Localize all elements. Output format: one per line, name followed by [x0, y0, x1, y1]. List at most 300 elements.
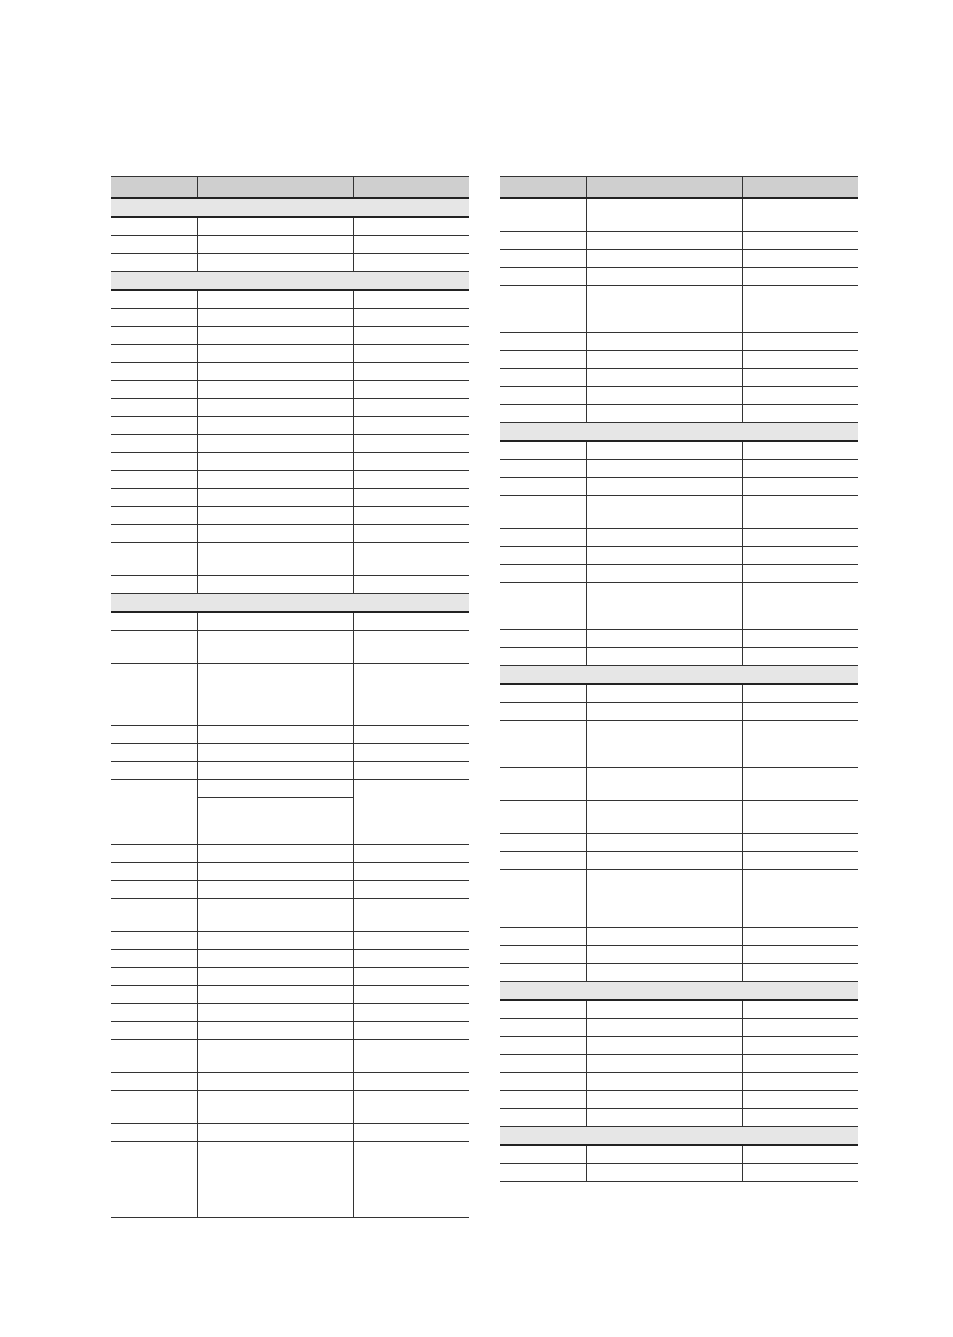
table-cell — [586, 1037, 742, 1055]
table-cell — [586, 1000, 742, 1019]
table-row — [111, 453, 469, 471]
table-cell — [353, 726, 469, 744]
table-cell — [353, 780, 469, 845]
table-cell — [111, 489, 197, 507]
table-cell — [197, 435, 353, 453]
table-row — [111, 489, 469, 507]
section-label — [111, 594, 469, 613]
table-cell — [111, 631, 197, 664]
table-row — [111, 986, 469, 1004]
header-cell — [742, 177, 858, 199]
table-cell — [586, 565, 742, 583]
table-row — [500, 1073, 858, 1091]
table-row — [111, 881, 469, 899]
table-cell — [586, 703, 742, 721]
table-cell — [586, 928, 742, 946]
table-cell — [586, 1164, 742, 1182]
table-cell — [197, 381, 353, 399]
section-label — [500, 982, 858, 1001]
table-cell — [742, 250, 858, 268]
section-label — [500, 1127, 858, 1146]
table-cell — [197, 417, 353, 435]
table-cell — [500, 369, 586, 387]
table-cell — [742, 565, 858, 583]
table-cell — [742, 1000, 858, 1019]
table-cell — [353, 968, 469, 986]
table-row — [500, 250, 858, 268]
table-row — [111, 217, 469, 236]
table-cell — [586, 333, 742, 351]
table-row — [500, 1055, 858, 1073]
table-cell — [197, 399, 353, 417]
table-cell — [500, 648, 586, 666]
table-cell — [586, 852, 742, 870]
table-cell — [586, 496, 742, 529]
table-cell — [111, 863, 197, 881]
table-row — [500, 1000, 858, 1019]
table-cell — [197, 1040, 353, 1073]
table-cell — [197, 1091, 353, 1124]
table-row — [111, 744, 469, 762]
table-cell — [500, 1109, 586, 1127]
table-row — [500, 1109, 858, 1127]
table-cell — [111, 612, 197, 631]
table-row — [500, 1019, 858, 1037]
section-header-row — [500, 1127, 858, 1146]
table-row — [500, 703, 858, 721]
table-cell — [742, 351, 858, 369]
table-cell — [353, 290, 469, 309]
table-cell — [353, 845, 469, 863]
table-row — [111, 417, 469, 435]
table-cell — [742, 928, 858, 946]
table-cell — [353, 217, 469, 236]
table-cell — [111, 525, 197, 543]
table-row — [500, 1145, 858, 1164]
table-cell — [353, 453, 469, 471]
table-row — [111, 1124, 469, 1142]
table-row — [111, 435, 469, 453]
table-cell — [111, 236, 197, 254]
table-cell — [353, 664, 469, 726]
table-cell — [500, 684, 586, 703]
table-cell — [586, 721, 742, 768]
table-cell — [197, 798, 353, 845]
table-cell — [197, 217, 353, 236]
table-cell — [586, 583, 742, 630]
table-cell — [500, 946, 586, 964]
table-cell — [197, 780, 353, 798]
table-cell — [353, 399, 469, 417]
table-row — [500, 1037, 858, 1055]
table-cell — [500, 1055, 586, 1073]
table-cell — [353, 381, 469, 399]
table-cell — [742, 946, 858, 964]
table-row — [111, 507, 469, 525]
table-row — [111, 780, 469, 798]
table-cell — [586, 387, 742, 405]
table-cell — [742, 387, 858, 405]
table-cell — [111, 845, 197, 863]
table-row — [500, 1164, 858, 1182]
table-row — [111, 726, 469, 744]
table-cell — [586, 684, 742, 703]
table-cell — [353, 1124, 469, 1142]
table-cell — [500, 333, 586, 351]
table-row — [500, 268, 858, 286]
table-cell — [500, 870, 586, 928]
header-cell — [586, 177, 742, 199]
table-cell — [197, 881, 353, 899]
table-row — [111, 290, 469, 309]
table-cell — [353, 471, 469, 489]
table-cell — [197, 236, 353, 254]
table-row — [500, 547, 858, 565]
table-cell — [500, 630, 586, 648]
table-row — [111, 845, 469, 863]
table-cell — [353, 417, 469, 435]
table-cell — [500, 232, 586, 250]
header-cell — [197, 177, 353, 199]
table-cell — [197, 453, 353, 471]
table-cell — [500, 405, 586, 423]
table-cell — [742, 583, 858, 630]
table-cell — [500, 583, 586, 630]
table-cell — [111, 726, 197, 744]
table-cell — [500, 198, 586, 232]
table-row — [500, 460, 858, 478]
table-cell — [586, 405, 742, 423]
table-cell — [111, 1091, 197, 1124]
table-cell — [586, 1055, 742, 1073]
table-cell — [111, 435, 197, 453]
table-cell — [500, 801, 586, 834]
table-cell — [197, 744, 353, 762]
table-cell — [111, 543, 197, 576]
table-cell — [742, 369, 858, 387]
table-row — [111, 950, 469, 968]
table-cell — [197, 290, 353, 309]
table-row — [500, 565, 858, 583]
table-row — [500, 721, 858, 768]
table-cell — [742, 1145, 858, 1164]
table-cell — [111, 899, 197, 932]
table-cell — [586, 441, 742, 460]
table-cell — [111, 345, 197, 363]
table-cell — [353, 489, 469, 507]
table-cell — [586, 834, 742, 852]
table-cell — [500, 721, 586, 768]
table-cell — [742, 1019, 858, 1037]
table-cell — [500, 1164, 586, 1182]
table-row — [500, 369, 858, 387]
table-cell — [586, 268, 742, 286]
table-cell — [500, 387, 586, 405]
table-cell — [197, 1073, 353, 1091]
table-cell — [742, 703, 858, 721]
table-cell — [353, 345, 469, 363]
table-cell — [586, 630, 742, 648]
table-cell — [500, 529, 586, 547]
table-cell — [586, 1019, 742, 1037]
table-cell — [742, 1164, 858, 1182]
table-cell — [111, 576, 197, 594]
table-cell — [111, 417, 197, 435]
table-cell — [353, 363, 469, 381]
table-cell — [197, 1142, 353, 1218]
table-row — [500, 648, 858, 666]
table-cell — [586, 870, 742, 928]
table-cell — [586, 460, 742, 478]
table-cell — [197, 612, 353, 631]
table-cell — [586, 547, 742, 565]
table-cell — [742, 496, 858, 529]
table-cell — [586, 946, 742, 964]
table-cell — [353, 863, 469, 881]
table-cell — [586, 478, 742, 496]
table-cell — [197, 1124, 353, 1142]
table-cell — [500, 834, 586, 852]
table-cell — [742, 964, 858, 982]
table-cell — [353, 744, 469, 762]
table-cell — [586, 1073, 742, 1091]
table-cell — [500, 1091, 586, 1109]
table-row — [111, 612, 469, 631]
table-cell — [197, 986, 353, 1004]
table-cell — [197, 1004, 353, 1022]
table-cell — [197, 525, 353, 543]
table-cell — [500, 250, 586, 268]
table-cell — [353, 881, 469, 899]
table-cell — [586, 286, 742, 333]
table-row — [500, 441, 858, 460]
table-row — [500, 198, 858, 232]
table-cell — [197, 576, 353, 594]
table-cell — [586, 768, 742, 801]
table-cell — [500, 852, 586, 870]
table-row — [500, 529, 858, 547]
table-cell — [111, 453, 197, 471]
table-cell — [111, 363, 197, 381]
table-cell — [197, 664, 353, 726]
table-row — [500, 333, 858, 351]
table-cell — [111, 507, 197, 525]
table-cell — [111, 762, 197, 780]
table-row — [500, 870, 858, 928]
table-row — [500, 834, 858, 852]
table-row — [500, 684, 858, 703]
table-cell — [500, 268, 586, 286]
table-row — [111, 1004, 469, 1022]
table-cell — [742, 852, 858, 870]
table-row — [111, 664, 469, 726]
table-cell — [586, 351, 742, 369]
table-row — [111, 399, 469, 417]
table-cell — [197, 489, 353, 507]
table-cell — [111, 881, 197, 899]
table-cell — [353, 1040, 469, 1073]
table-cell — [197, 899, 353, 932]
table-cell — [197, 762, 353, 780]
table-cell — [353, 1142, 469, 1218]
table-cell — [197, 932, 353, 950]
table-cell — [742, 460, 858, 478]
table-cell — [111, 950, 197, 968]
table-cell — [111, 986, 197, 1004]
table-row — [111, 1040, 469, 1073]
table-cell — [586, 232, 742, 250]
table-cell — [742, 232, 858, 250]
table-cell — [353, 327, 469, 345]
table-cell — [742, 529, 858, 547]
table-cell — [197, 327, 353, 345]
table-cell — [500, 565, 586, 583]
table-cell — [111, 1040, 197, 1073]
table-row — [500, 478, 858, 496]
table-cell — [111, 932, 197, 950]
table-cell — [353, 1091, 469, 1124]
table-cell — [586, 250, 742, 268]
table-cell — [111, 217, 197, 236]
table-cell — [353, 762, 469, 780]
table-cell — [353, 631, 469, 664]
table-cell — [197, 1022, 353, 1040]
table-cell — [742, 801, 858, 834]
section-header-row — [500, 423, 858, 442]
table-cell — [111, 1073, 197, 1091]
section-header-row — [111, 594, 469, 613]
table-cell — [111, 1142, 197, 1218]
table-cell — [742, 268, 858, 286]
table-cell — [111, 381, 197, 399]
table-cell — [500, 286, 586, 333]
table-row — [111, 863, 469, 881]
table-cell — [353, 435, 469, 453]
table-cell — [353, 612, 469, 631]
table-cell — [742, 478, 858, 496]
table-cell — [353, 507, 469, 525]
table-cell — [197, 345, 353, 363]
table-cell — [500, 964, 586, 982]
table-row — [500, 232, 858, 250]
table-cell — [111, 471, 197, 489]
table-row — [111, 254, 469, 272]
table-row — [111, 1073, 469, 1091]
header-cell — [353, 177, 469, 199]
table-cell — [742, 630, 858, 648]
table-row — [111, 236, 469, 254]
table-row — [111, 932, 469, 950]
table-row — [500, 1091, 858, 1109]
table-cell — [500, 496, 586, 529]
table-cell — [353, 986, 469, 1004]
table-cell — [111, 780, 197, 845]
table-cell — [197, 845, 353, 863]
section-header-row — [500, 666, 858, 685]
table-row — [111, 525, 469, 543]
table-row — [111, 327, 469, 345]
table-row — [111, 363, 469, 381]
table-cell — [742, 333, 858, 351]
section-header-row — [111, 272, 469, 291]
table-cell — [500, 1145, 586, 1164]
table-row — [500, 351, 858, 369]
table-row — [111, 381, 469, 399]
table-cell — [586, 1145, 742, 1164]
table-cell — [353, 525, 469, 543]
table-row — [500, 964, 858, 982]
table-cell — [111, 254, 197, 272]
table-cell — [111, 968, 197, 986]
table-cell — [742, 1073, 858, 1091]
table-cell — [111, 664, 197, 726]
table-header-row — [500, 177, 858, 199]
table-cell — [742, 1037, 858, 1055]
table-cell — [742, 870, 858, 928]
table-row — [111, 1142, 469, 1218]
section-label — [111, 272, 469, 291]
table-row — [500, 496, 858, 529]
table-row — [111, 631, 469, 664]
table-cell — [742, 547, 858, 565]
table-cell — [586, 648, 742, 666]
right-spec-table — [500, 176, 858, 1182]
table-cell — [742, 441, 858, 460]
table-cell — [197, 863, 353, 881]
header-cell — [500, 177, 586, 199]
table-row — [111, 471, 469, 489]
table-row — [500, 583, 858, 630]
table-row — [111, 543, 469, 576]
table-cell — [742, 768, 858, 801]
table-cell — [353, 932, 469, 950]
table-cell — [197, 309, 353, 327]
table-row — [500, 801, 858, 834]
table-cell — [500, 441, 586, 460]
table-cell — [111, 327, 197, 345]
table-cell — [500, 928, 586, 946]
table-cell — [197, 726, 353, 744]
table-cell — [197, 968, 353, 986]
table-cell — [586, 1091, 742, 1109]
table-cell — [500, 768, 586, 801]
table-cell — [353, 236, 469, 254]
table-row — [500, 286, 858, 333]
table-cell — [111, 1022, 197, 1040]
table-cell — [353, 1004, 469, 1022]
table-cell — [500, 1073, 586, 1091]
section-label — [500, 666, 858, 685]
table-cell — [500, 1019, 586, 1037]
section-header-row — [111, 198, 469, 217]
table-cell — [353, 576, 469, 594]
table-cell — [586, 529, 742, 547]
table-row — [500, 387, 858, 405]
table-row — [500, 630, 858, 648]
table-row — [500, 405, 858, 423]
table-cell — [742, 684, 858, 703]
table-cell — [586, 198, 742, 232]
table-cell — [111, 1124, 197, 1142]
table-cell — [111, 290, 197, 309]
table-cell — [586, 801, 742, 834]
table-row — [111, 762, 469, 780]
table-cell — [197, 254, 353, 272]
table-cell — [500, 703, 586, 721]
table-cell — [197, 950, 353, 968]
left-spec-table — [111, 176, 469, 1218]
table-cell — [742, 198, 858, 232]
